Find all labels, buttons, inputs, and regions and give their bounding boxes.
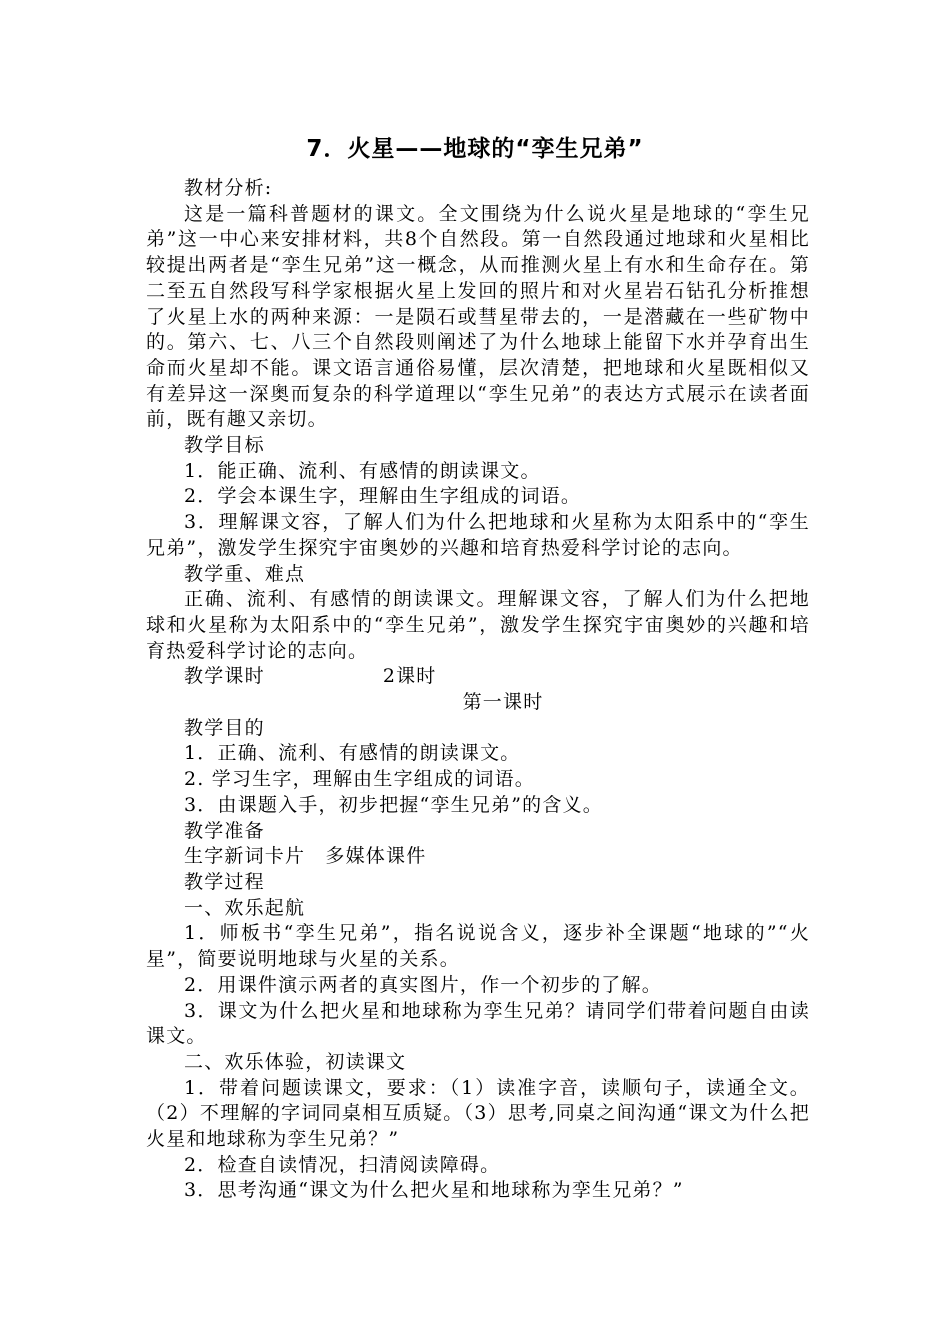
purpose-item: 2. 学习生字，理解由生字组成的词语。: [184, 768, 535, 791]
goal-item: 1．能正确、流利、有感情的朗读课文。: [184, 459, 541, 482]
process-item: 1．师板书“孪生兄弟”，指名说说含义，逐步补全课题“地球的”“火星”，简要说明地球与火星的关系。: [146, 922, 810, 971]
class-hours-line: [146, 664, 810, 690]
preparation-text: 生字新词卡片 多媒体课件: [184, 845, 427, 868]
analysis-heading: 教材分析:: [184, 177, 273, 199]
process-heading: 教学过程: [184, 870, 265, 893]
process-item: 3．课文为什么把火星和地球称为孪生兄弟？请同学们带着问题自由读课文。: [146, 999, 810, 1048]
process-item: 2．用课件演示两者的真实图片，作一个初步的了解。: [184, 973, 662, 996]
lesson-title: 7．火星——地球的“孪生兄弟”: [306, 136, 644, 162]
goals-heading: 教学目标: [184, 434, 265, 457]
lesson-heading: 第一课时: [462, 691, 544, 714]
goal-item: 2．学会本课生字，理解由生字组成的词语。: [184, 485, 582, 508]
class-hours-label: 教学课时: [184, 665, 265, 688]
preparation-heading: 教学准备: [184, 819, 265, 842]
section-heading: 二、欢乐体验，初读课文: [184, 1050, 407, 1073]
document-body: [146, 176, 810, 1204]
process-item: 3．思考沟通“课文为什么把火星和地球称为孪生兄弟？”: [184, 1179, 684, 1202]
process-item: 1．带着问题读课文，要求：（1）读准字音，读顺句子，读通全文。（2）不理解的字词同桌相互质疑。（3）思考,同桌之间沟通“课文为什么把火星和地球称为孪生兄弟？”: [146, 1076, 810, 1151]
purpose-item: 3．由课题入手，初步把握“孪生兄弟”的含义。: [184, 793, 603, 816]
process-item: 2．检查自读情况，扫清阅读障碍。: [184, 1153, 501, 1176]
purpose-item: 1．正确、流利、有感情的朗读课文。: [184, 742, 521, 765]
section-heading: 一、欢乐起航: [184, 896, 306, 919]
key-points-paragraph: 正确、流利、有感情的朗读课文。理解课文容，了解人们为什么把地球和火星称为太阳系中的“孪生兄弟”，激发学生探究宇宙奥妙的兴趣和培育热爱科学讨论的志向。: [146, 588, 810, 662]
key-points-heading: 教学重、难点: [184, 562, 306, 585]
class-hours-value: 2课时: [382, 665, 437, 688]
purpose-heading: 教学目的: [184, 716, 265, 739]
analysis-paragraph: 这是一篇科普题材的课文。全文围绕为什么说火星是地球的“孪生兄弟”这一中心来安排材料，共8个自然段。第一自然段通过地球和火星相比较提出两者是“孪生兄弟”这一概念，从而推测火星上有水和生命存在。第二至五自然段写科学家根据火星上发回的照片和对火星岩石钻孔分析推想了火星上水的两种来源：一是陨石或彗星带去的，一是潜藏在一些矿物中的。第六、七、八三个自然段则阐述了为什么地球上能留下水并孕育出生命而火星却不能。课文语言通俗易懂，层次清楚，把地球和火星既相似又有差异这一深奥而复杂的科学道理以“孪生兄弟”的表达方式展示在读者面前，既有趣又亲切。: [146, 202, 810, 431]
goal-item: 3．理解课文容，了解人们为什么把地球和火星称为太阳系中的“孪生兄弟”，激发学生探究宇宙奥妙的兴趣和培育热爱科学讨论的志向。: [146, 511, 810, 559]
